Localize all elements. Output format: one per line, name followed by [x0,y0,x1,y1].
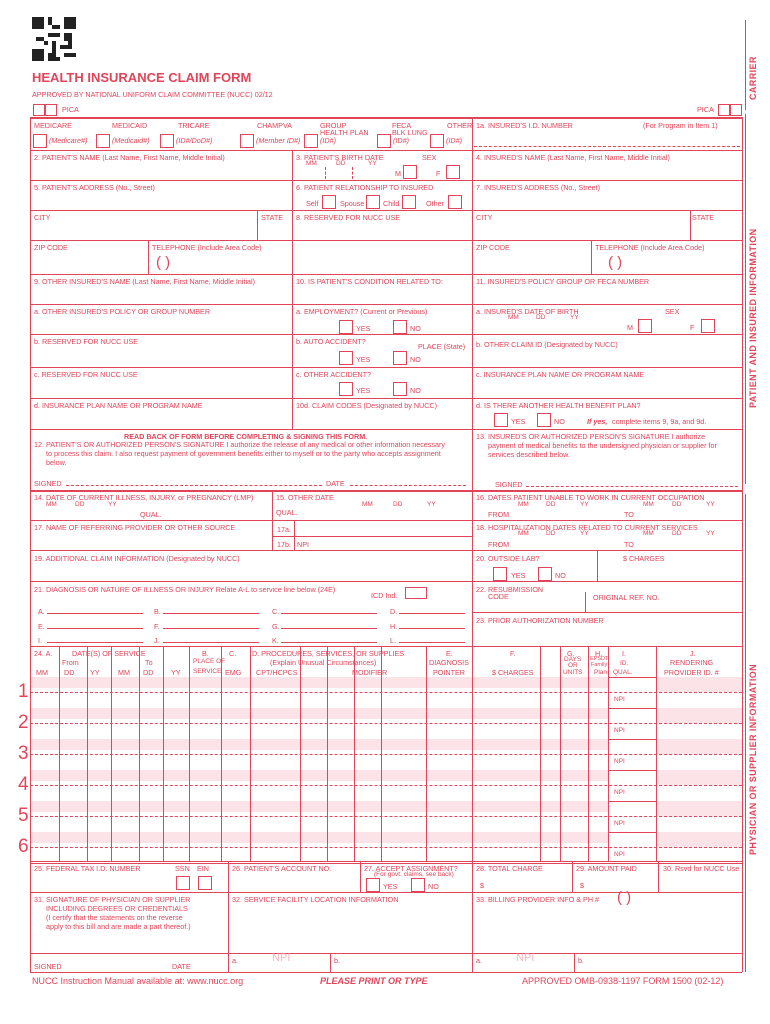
champva-checkbox[interactable] [240,134,254,148]
b1-health-plan: HEALTH PLAN [320,128,369,137]
b3-dd: DD [336,160,346,167]
b11a-yy: YY [570,314,579,321]
b24-g3: UNITS [563,669,583,676]
b12-date: DATE [326,479,345,488]
b11a-f: F [690,323,695,332]
b24-j: J. [690,649,696,658]
other-relationship-checkbox[interactable] [448,195,462,209]
b11d-ifyes: If yes, [587,417,608,426]
diag-j: J. [154,636,160,645]
qr-code [32,17,76,61]
b1-tricare: TRICARE [178,121,210,130]
b12-l2: to process this claim. I also request payment of government benefits either to myself or to the party who accepts assignment [46,449,441,458]
b24-f: F. [510,649,516,658]
service-line-shade [31,770,608,781]
employment-yes-checkbox[interactable] [339,320,353,334]
b1a-note: (For Program in Item 1) [643,121,718,130]
b11d-no-checkbox[interactable] [537,413,551,427]
b32-npi: NPI [272,952,291,964]
spouse-checkbox[interactable] [366,195,380,209]
accept-no-checkbox[interactable] [411,878,425,892]
outside-lab-no: NO [555,571,566,580]
b26-label: 26. PATIENT'S ACCOUNT NO. [232,864,332,873]
b11a-m: M [627,323,633,332]
b11d-yes: YES [511,417,526,426]
service-line-shade [31,739,608,750]
medicare-checkbox[interactable] [33,134,47,148]
b1-s-champva: (Member ID#) [256,136,301,145]
b22-orig: ORIGINAL REF. NO. [593,593,660,602]
b16-to: TO [624,510,634,519]
other-accident-no-checkbox[interactable] [393,382,407,396]
b24-pos1: PLACE OF [193,658,226,665]
b24-c: C. [229,649,237,658]
b25-ssn: SSN [175,864,190,873]
b28-label: 28. TOTAL CHARGE [476,864,543,873]
b6-spouse: Spouse [340,199,365,208]
service-line-number: 5 [18,805,29,826]
b16-yy1: YY [580,501,589,508]
b11a-dd: DD [536,314,546,321]
service-line-shade [31,832,608,843]
b18-to: TO [624,540,634,549]
b17b-npi: NPI [297,540,309,549]
state-label-insured: STATE [692,213,715,222]
accept-yes: YES [383,882,398,891]
city-label: CITY [34,213,51,222]
b31-l2: INCLUDING DEGREES OR CREDENTIALS [46,904,188,913]
diag-k: K. [272,636,279,645]
b11a-sex: SEX [665,307,680,316]
b11a-female-checkbox[interactable] [701,319,715,333]
b1-other: OTHER [447,121,473,130]
b11-label: 11. INSURED'S POLICY GROUP OR FECA NUMBER [476,277,650,286]
b9b-label: b. RESERVED FOR NUCC USE [34,337,139,346]
b13-l2: payment of medical benefits to the undersigned physician or supplier for [488,441,717,450]
accept-no: NO [428,882,439,891]
tel-parens: ( ) [156,254,171,271]
b24-b: B. [202,649,209,658]
b9d-label: d. INSURANCE PLAN NAME OR PROGRAM NAME [34,401,203,410]
b18-mm2: MM [643,530,654,537]
b10b-label: b. AUTO ACCIDENT? [296,337,366,346]
b11d-label: d. IS THERE ANOTHER HEALTH BENEFIT PLAN? [476,401,641,410]
b11b-label: b. OTHER CLAIM ID (Designated by NUCC) [476,340,618,349]
other-accident-yes-checkbox[interactable] [339,382,353,396]
b15-mm: MM [362,501,373,508]
ssn-checkbox[interactable] [176,876,190,890]
b16-label: 16. DATES PATIENT UNABLE TO WORK IN CURRENT OCCUPATION [476,493,705,502]
footer-manual: NUCC Instruction Manual available at: www.nucc.org [32,976,244,986]
b1-feca: FECA [392,121,412,130]
b18-yy2: YY [706,530,715,537]
b21-label: 21. DIAGNOSIS OR NATURE OF ILLNESS OR INJURY Relate A-L to service line below (24E) [34,585,336,594]
employment-no: NO [410,324,421,333]
service-line-npi-shade [656,801,742,816]
city-label-insured: CITY [476,213,493,222]
b24-dd2: DD [143,668,154,677]
b31-l3: (I certify that the statements on the reverse [46,913,183,922]
diag-d: D. [390,607,398,616]
b12-l3: below. [46,458,67,467]
b5-label: 5. PATIENT'S ADDRESS (No., Street) [34,183,155,192]
b13-signed: SIGNED [495,480,523,489]
b6-self: Self [306,199,319,208]
tel-label-insured: TELEPHONE (Include Area Code) [595,243,705,252]
b17a-label: 17a. [277,525,291,534]
carrier-side-label: CARRIER [748,56,758,100]
zip-label-insured: ZIP CODE [476,243,510,252]
outside-lab-yes: YES [511,571,526,580]
b24-dates: DATE(S) OF SERVICE [72,649,146,658]
auto-no-checkbox[interactable] [393,351,407,365]
b25-label: 25. FEDERAL TAX I.D. NUMBER [34,864,141,873]
b22-l2: CODE [488,592,509,601]
diag-e: E. [38,622,45,631]
service-line-number: 1 [18,681,29,702]
b1-champva: CHAMPVA [257,121,293,130]
b10a-label: a. EMPLOYMENT? (Current or Previous) [296,307,428,316]
b24-yy2: YY [171,668,181,677]
b18-mm1: MM [518,530,529,537]
b1-s-tricare: (ID#/DoD#) [176,136,213,145]
patient-side-label: PATIENT AND INSURED INFORMATION [748,228,758,408]
b18-from: FROM [488,540,510,549]
b24-h1: EPSDT [590,656,609,662]
b15-yy: YY [427,501,436,508]
outside-lab-no-checkbox[interactable] [538,567,552,581]
b24-mm1: MM [36,668,48,677]
diag-b: B. [154,607,161,616]
b12-l1: 12. PATIENT'S OR AUTHORIZED PERSON'S SIGNATURE I authorize the release of any medical or other information necessary [34,440,445,449]
service-line-npi-label: NPI [614,727,625,734]
service-line-npi-label: NPI [614,851,625,858]
footer-print: PLEASE PRINT OR TYPE [320,976,428,986]
b11d-note: complete items 9, 9a, and 9d. [612,417,707,426]
b18-yy1: YY [580,530,589,537]
child-checkbox[interactable] [402,195,416,209]
diag-g: G. [272,622,280,631]
b11d-yes-checkbox[interactable] [494,413,508,427]
other-checkbox[interactable] [430,134,444,148]
b7-label: 7. INSURED'S ADDRESS (No., Street) [476,183,600,192]
service-line-npi-shade [656,708,742,723]
ein-checkbox[interactable] [198,876,212,890]
b15-qual: QUAL. [276,508,298,517]
b4-label: 4. INSURED'S NAME (Last Name, First Name, Middle Initial) [476,153,670,162]
b19-label: 19. ADDITIONAL CLAIM INFORMATION (Designated by NUCC) [34,554,240,563]
b24-i: I. [622,649,626,658]
b17b-label: 17b. [277,540,291,549]
b24-cpt: CPT/HCPCS [256,668,298,677]
b24-modifier: MODIFIER [352,668,388,677]
b20-charges: $ CHARGES [623,554,665,563]
b30-label: 30. Rsvd for NUCC Use [663,864,740,873]
b1-group: GROUP [320,121,347,130]
zip-label: ZIP CODE [34,243,68,252]
form-title: HEALTH INSURANCE CLAIM FORM [32,70,252,85]
b24-e1: DIAGNOSIS [429,658,469,667]
b24-to: To [145,658,153,667]
b24-i1: ID. [620,660,629,667]
b18-label: 18. HOSPITALIZATION DATES RELATED TO CURRENT SERVICES [476,523,698,532]
service-line-shade [31,708,608,719]
b2-label: 2. PATIENT'S NAME (Last Name, First Name, Middle Initial) [34,153,225,162]
b22-l1: 22. RESUBMISSION [476,585,544,594]
b1-medicaid: MEDICAID [112,121,148,130]
b3-mm: MM [306,160,317,167]
approved-by: APPROVED BY NATIONAL UNIFORM CLAIM COMMITTEE (NUCC) 02/12 [32,90,273,99]
b33-a: a. [476,956,482,965]
b16-from: FROM [488,510,510,519]
b3-female-checkbox[interactable] [446,165,460,179]
feca-checkbox[interactable] [377,134,391,148]
b11d-no: NO [554,417,565,426]
b6-label: 6. PATIENT RELATIONSHIP TO INSURED [296,183,434,192]
b18-dd1: DD [546,530,556,537]
service-line-npi-label: NPI [614,789,625,796]
pica-left-box[interactable] [33,104,45,116]
accept-yes-checkbox[interactable] [366,878,380,892]
b1-blk-lung: BLK LUNG [392,128,428,137]
b1-s-medicare: (Medicare#) [49,136,88,145]
b24-d2: (Explain Unusual Circumstances) [270,658,377,667]
b15-dd: DD [393,501,403,508]
b24-g: G. [567,649,575,658]
service-line-npi-shade [656,739,742,754]
employment-no-checkbox[interactable] [393,320,407,334]
pica-right-label: PICA [697,105,714,114]
state-label: STATE [261,213,284,222]
service-line-npi-label: NPI [614,820,625,827]
b9a-label: a. OTHER INSURED'S POLICY OR GROUP NUMBER [34,307,211,316]
self-checkbox[interactable] [322,195,336,209]
service-line-npi-shade [656,770,742,785]
footer-omb: APPROVED OMB-0938-1197 FORM 1500 (02-12) [522,976,724,986]
place-state: PLACE (State) [418,342,466,351]
b16-mm2: MM [643,501,654,508]
b13-l3: services described below. [488,450,570,459]
service-line-npi-label: NPI [614,696,625,703]
auto-no: NO [410,355,421,364]
service-line-number: 6 [18,836,29,857]
diag-c: C. [272,607,280,616]
b16-dd1: DD [546,501,556,508]
b3-sex: SEX [422,153,437,162]
b28-dollar: $ [480,881,484,890]
b24-f2: $ CHARGES [492,668,534,677]
physician-side-label: PHYSICIAN OR SUPPLIER INFORMATION [748,663,758,855]
b9-label: 9. OTHER INSURED'S NAME (Last Name, First Name, Middle Initial) [34,277,256,286]
b1-s-other: (ID#) [446,136,462,145]
b31-signed: SIGNED [34,962,62,971]
b11a-male-checkbox[interactable] [638,319,652,333]
diag-i: I. [38,636,42,645]
b25-ein: EIN [197,864,209,873]
b24-a: 24. A. [34,649,53,658]
b1a-label: 1a. INSURED'S I.D. NUMBER [476,121,573,130]
b24-mm2: MM [118,668,130,677]
b1-s-feca: (ID#) [393,136,409,145]
service-line-npi-shade [656,677,742,692]
b17-label: 17. NAME OF REFERRING PROVIDER OR OTHER SOURCE [34,523,236,532]
b15-label: 15. OTHER DATE [276,493,334,502]
tel-label: TELEPHONE (Include Area Code) [152,243,262,252]
b11c-label: c. INSURANCE PLAN NAME OR PROGRAM NAME [476,370,645,379]
b16-yy2: YY [706,501,715,508]
b16-mm1: MM [518,501,529,508]
b16-dd2: DD [672,501,682,508]
b33-npi: NPI [516,952,535,964]
service-line-npi-label: NPI [614,758,625,765]
service-line-number: 2 [18,712,29,733]
b27-sub: (For govt. claims, see back) [374,871,454,878]
b3-m: M [395,169,401,178]
b24-e: E. [446,649,453,658]
b9c-label: c. RESERVED FOR NUCC USE [34,370,138,379]
b24-d: D. PROCEDURES, SERVICES, OR SUPPLIES [252,649,405,658]
diag-h: H. [390,622,398,631]
b24-j1: RENDERING [670,658,714,667]
b14-mm: MM [46,501,57,508]
b24-j2: PROVIDER ID. # [664,668,719,677]
b24-emg: EMG [225,668,242,677]
b14-label: 14. DATE OF CURRENT ILLNESS, INJURY, or PREGNANCY (LMP) [34,493,254,502]
b27-label: 27. ACCEPT ASSIGNMENT? [364,864,458,873]
b6-other: Other [426,199,444,208]
group-checkbox[interactable] [304,134,318,148]
b24-i2: QUAL. [613,669,633,676]
b24-e2: POINTER [433,668,465,677]
medicaid-checkbox[interactable] [96,134,110,148]
b31-l1: 31. SIGNATURE OF PHYSICIAN OR SUPPLIER [34,895,191,904]
b10-label: 10. IS PATIENT'S CONDITION RELATED TO: [296,277,443,286]
service-line-shade [31,801,608,812]
b24-yy1: YY [90,668,100,677]
b23-label: 23. PRIOR AUTHORIZATION NUMBER [476,616,604,625]
b1-s-medicaid: (Medicaid#) [112,136,150,145]
b32-a: a. [232,956,238,965]
b24-h3: Plan [594,669,608,676]
b14-qual: QUAL. [140,510,162,519]
b12-signed: SIGNED [34,479,62,488]
b32-label: 32. SERVICE FACILITY LOCATION INFORMATION [232,895,399,904]
b1-s-group: (ID#) [320,136,336,145]
b31-l4: apply to this bill and are made a part thereof.) [46,922,191,931]
service-line-number: 3 [18,743,29,764]
pica-right-box[interactable] [718,104,730,116]
diag-f: F. [154,622,160,631]
pica-right-box-2[interactable] [730,104,742,116]
service-line-number: 4 [18,774,29,795]
b24-dd1: DD [64,668,75,677]
employment-yes: YES [356,324,371,333]
other-accident-no: NO [410,386,421,395]
auto-yes: YES [356,355,371,364]
other-accident-yes: YES [356,386,371,395]
pica-left-box-2[interactable] [45,104,57,116]
b24-from: From [62,658,79,667]
service-line-npi-shade [656,832,742,847]
b24-g2: OR [568,662,578,669]
b18-dd2: DD [672,530,682,537]
outside-lab-yes-checkbox[interactable] [493,567,507,581]
b10d-label: 10d. CLAIM CODES (Designated by NUCC) [296,401,438,410]
b29-label: 29. AMOUNT PAID [576,864,637,873]
b14-yy: YY [108,501,117,508]
b32-b: b. [334,956,340,965]
tel-parens-insured: ( ) [608,254,623,271]
diag-l: L. [390,636,396,645]
b3-label: 3. PATIENT'S BIRTH DATE [296,153,384,162]
b11a-label: a. INSURED'S DATE OF BIRTH [476,307,579,316]
icd-ind-box[interactable] [405,587,427,599]
diag-a: A. [38,607,45,616]
b20-label: 20. OUTSIDE LAB? [476,554,540,563]
b31-date: DATE [172,962,191,971]
b29-dollar: $ [580,881,584,890]
b33-parens: ( ) [617,889,632,906]
b1-medicare: MEDICARE [34,121,72,130]
auto-yes-checkbox[interactable] [339,351,353,365]
b3-yy: YY [368,160,377,167]
service-line-shade [31,677,608,688]
b8-label: 8. RESERVED FOR NUCC USE [296,213,401,222]
b14-dd: DD [75,501,85,508]
b6-child: Child [383,199,400,208]
b24-g1: DAYS [564,656,582,663]
b33-label: 33. BILLING PROVIDER INFO & PH # [476,895,600,904]
b33-b: b. [578,956,584,965]
b24-pos2: SERVICE [193,668,222,675]
b12-head: READ BACK OF FORM BEFORE COMPLETING & SIGNING THIS FORM. [124,432,368,441]
pica-left-label: PICA [62,105,79,114]
b3-f: F [436,169,441,178]
b13-l1: 13. INSURED'S OR AUTHORIZED PERSON'S SIGNATURE I authorize [476,432,706,441]
b24-h2: Family [591,662,608,668]
b21-icd: ICD Ind. [371,591,398,600]
b11a-mm: MM [508,314,519,321]
b10c-label: c. OTHER ACCIDENT? [296,370,372,379]
b24-h: H. [595,649,603,658]
tricare-checkbox[interactable] [160,134,174,148]
b3-male-checkbox[interactable] [403,165,417,179]
